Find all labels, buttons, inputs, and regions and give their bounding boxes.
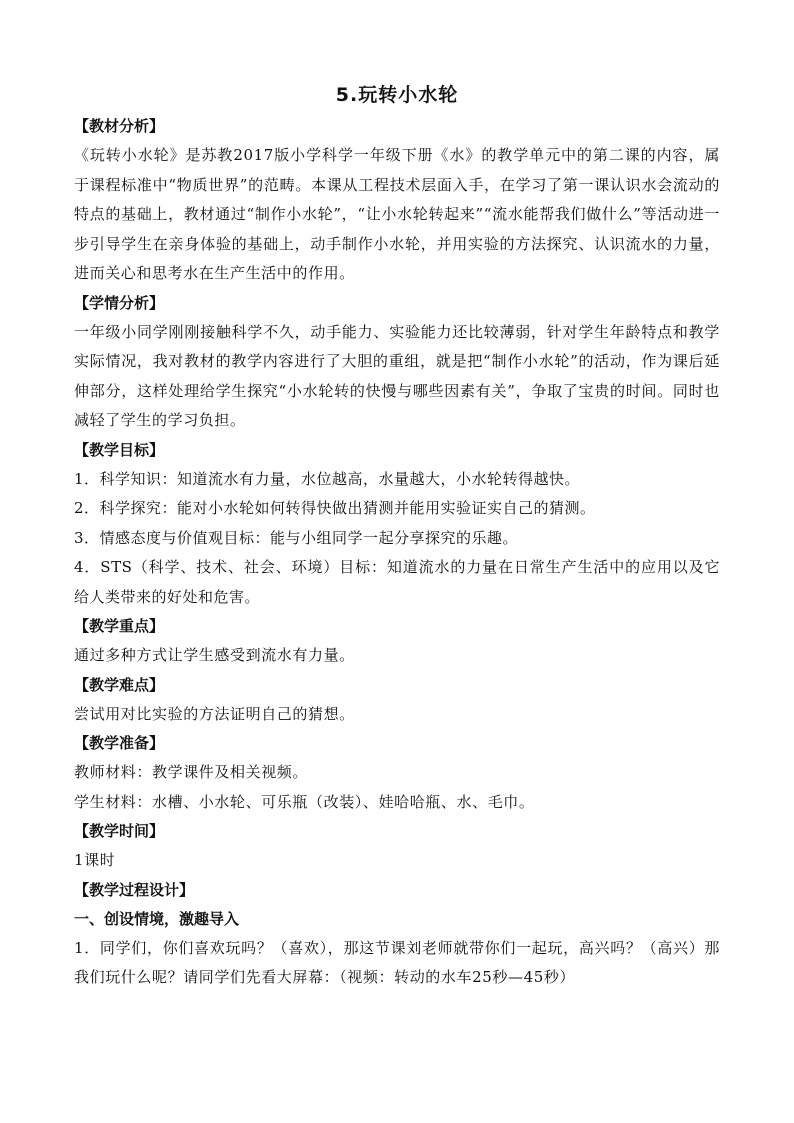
- heading-student-analysis: 【学情分析】: [74, 293, 165, 312]
- process-text: 1．同学们，你们喜欢玩吗？（喜欢），那这节课刘老师就带你们一起玩，高兴吗？（高兴）那我们玩什么呢？请同学们先看大屏幕：（视频：转动的水车25秒—45秒）: [74, 938, 720, 986]
- process-subheading: 一、创设情境，激趣导入: [74, 909, 240, 928]
- material-analysis-text: 《玩转小水轮》是苏教2017版小学科学一年级下册《水》的教学单元中的第二课的内容，属于课程标准中“物质世界”的范畴。本课从工程技术层面入手，在学习了第一课认识水会流动的特点的基础上，教材通过“制作小水轮”，“让小水轮转起来”“流水能帮我们做什么”等活动进一步引导学生在亲身体验的基础上，动手制作小水轮，并用实验的方法探究、认识流水的力量，进而关心和思考水在生产生活中的作用。: [74, 146, 720, 282]
- objective-item: 2．科学探究：能对小水轮如何转得快做出猜测并能用实验证实自己的猜测。: [74, 499, 596, 517]
- heading-objectives: 【教学目标】: [74, 440, 165, 459]
- objective-item: 1．科学知识：知道流水有力量，水位越高，水量越大，小水轮转得越快。: [74, 469, 581, 488]
- student-analysis-text: 一年级小同学刚刚接触科学不久，动手能力、实验能力还比较薄弱，针对学生年龄特点和教学实际情况，我对教材的教学内容进行了大胆的重组，就是把“制作小水轮”的活动，作为课后延伸部分，这样处理给学生探究“小水轮转的快慢与哪些因素有关”，争取了宝贵的时间。同时也减轻了学生的学习负担。: [74, 322, 720, 429]
- key-point-text: 通过多种方式让学生感受到流水有力量。: [74, 646, 355, 664]
- heading-key-point: 【教学重点】: [74, 617, 165, 635]
- page-title: 5.玩转小水轮: [335, 84, 459, 106]
- difficulty-text: 尝试用对比实验的方法证明自己的猜想。: [74, 704, 355, 723]
- heading-time: 【教学时间】: [74, 822, 165, 840]
- heading-process: 【教学过程设计】: [74, 880, 195, 899]
- objective-item: 3．情感态度与价值观目标：能与小组同学一起分享探究的乐趣。: [74, 528, 519, 547]
- objective-item: 4．STS（科学、技术、社会、环境）目标：知道流水的力量在日常生产生活中的应用以及它给人类带来的好处和危害。: [74, 558, 720, 606]
- heading-difficulty: 【教学难点】: [74, 675, 165, 694]
- student-materials: 学生材料：水槽、小水轮、可乐瓶（改装）、娃哈哈瓶、水、毛巾。: [74, 792, 535, 811]
- teacher-materials: 教师材料：教学课件及相关视频。: [74, 763, 309, 781]
- heading-preparation: 【教学准备】: [74, 734, 165, 752]
- heading-material-analysis: 【教材分析】: [74, 117, 165, 135]
- time-text: 1课时: [74, 851, 116, 869]
